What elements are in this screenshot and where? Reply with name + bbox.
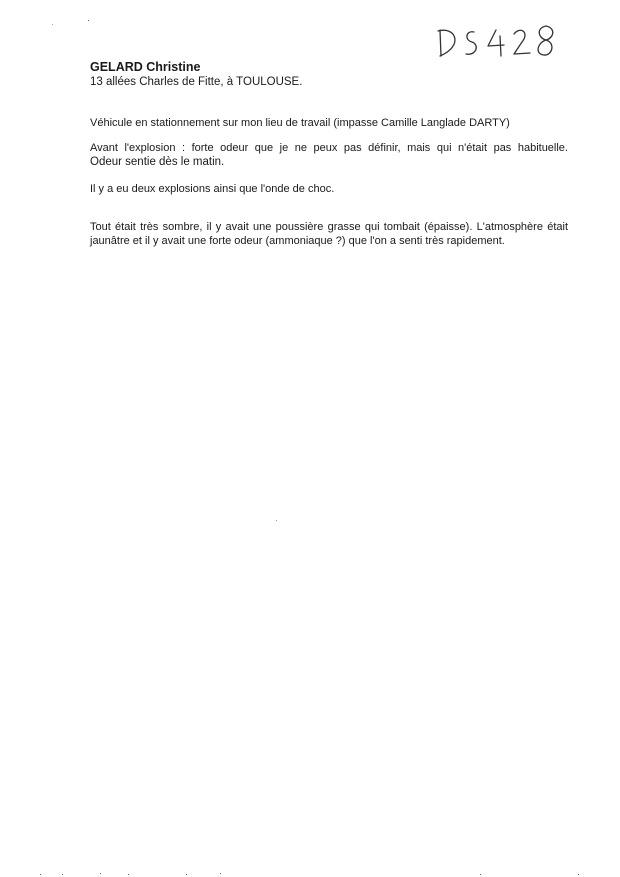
paragraph-vehicle: Véhicule en stationnement sur mon lieu de travail (impasse Camille Langlade DARTY) bbox=[90, 117, 510, 129]
scan-speck bbox=[220, 873, 221, 874]
author-name: GELARD Christine bbox=[90, 60, 201, 74]
paragraph-atmosphere: Tout était très sombre, il y avait une poussière grasse qui tombait (épaisse). L'atmosphère était jaunâtre et il y avait une forte odeur (ammoniaque ?) que l'on a senti très rapidement. bbox=[90, 221, 568, 247]
before-explosion-line-1: Avant l'explosion : forte odeur que je ne peux pas définir, mais qui n'était pas habituelle. bbox=[90, 142, 568, 154]
scan-speck bbox=[40, 874, 41, 875]
scan-speck bbox=[128, 874, 129, 875]
scan-speck bbox=[480, 874, 481, 875]
scan-speck bbox=[578, 874, 579, 875]
paragraph-before-explosion bbox=[90, 141, 568, 169]
handwritten-reference-mark bbox=[434, 22, 564, 64]
scan-speck bbox=[276, 520, 277, 521]
scan-speck bbox=[52, 24, 53, 25]
paragraph-explosions: Il y a eu deux explosions ainsi que l'onde de choc. bbox=[90, 183, 335, 195]
scan-speck bbox=[100, 873, 101, 874]
before-explosion-line-2: Odeur sentie dès le matin. bbox=[90, 156, 225, 168]
author-address: 13 allées Charles de Fitte, à TOULOUSE. bbox=[90, 76, 303, 88]
author-block bbox=[90, 60, 302, 89]
scan-speck bbox=[88, 20, 89, 21]
scan-speck bbox=[186, 874, 187, 875]
scan-speck bbox=[62, 874, 63, 875]
handwritten-reference-stamp bbox=[434, 22, 564, 64]
